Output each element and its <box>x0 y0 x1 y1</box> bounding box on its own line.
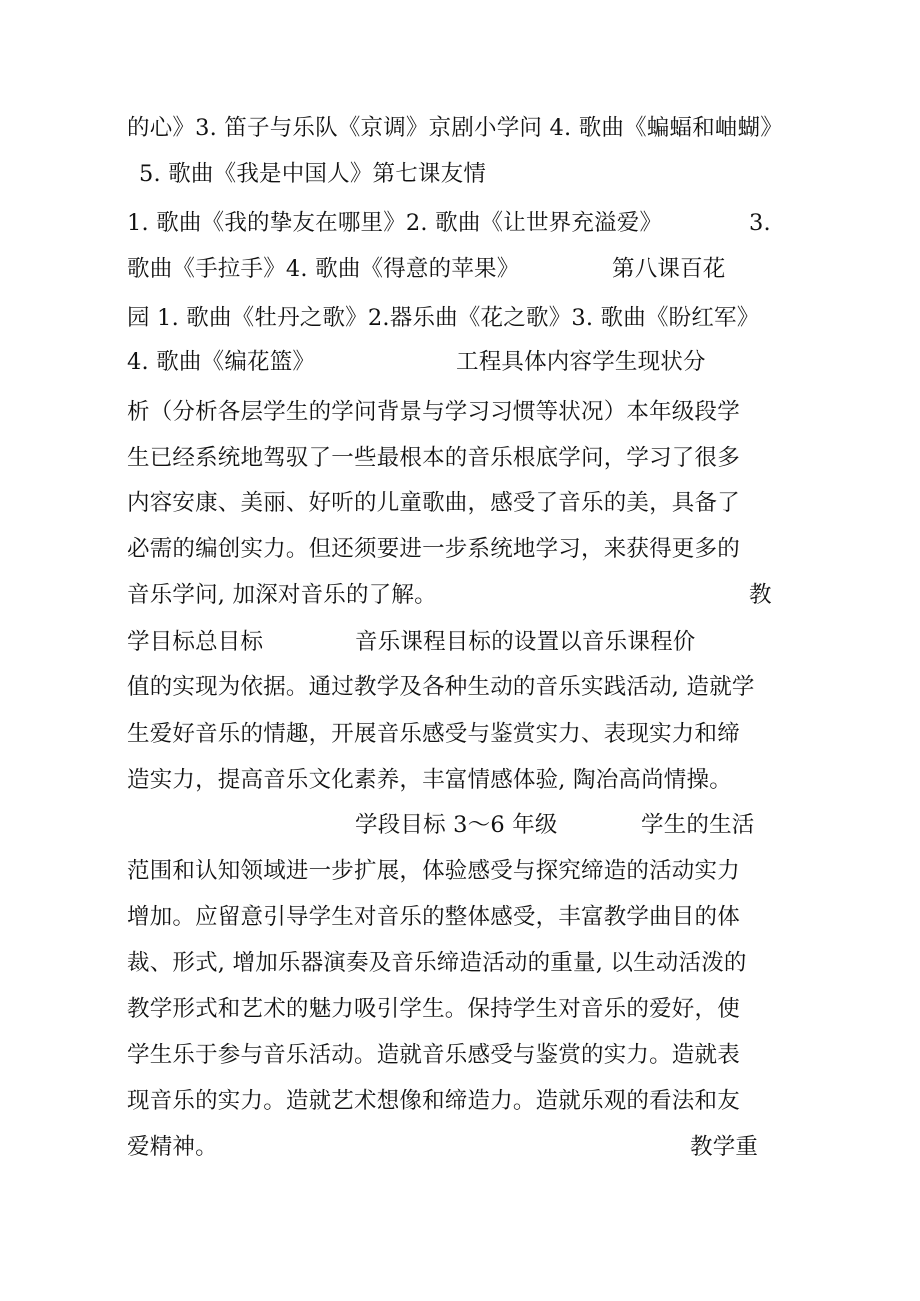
text-line: 爱精神。 <box>127 1134 218 1160</box>
text-line: 裁、形式, 增加乐器演奏及音乐缔造活动的重量, 以生动活泼的 <box>127 950 747 976</box>
text-line: 增加。应留意引导学生对音乐的整体感受，丰富教学曲目的体 <box>127 904 740 930</box>
text-line: 生爱好音乐的情趣，开展音乐感受与鉴赏实力、表现实力和缔 <box>127 721 740 747</box>
text-line: 3. <box>749 210 771 236</box>
text-line: 音乐学问, 加深对音乐的了解。 <box>127 582 437 608</box>
text-line: 范围和认知领域进一步扩展，体验感受与探究缔造的活动实力 <box>127 858 740 884</box>
text-line: 必需的编创实力。但还须要进一步系统地学习，来获得更多的 <box>127 536 740 562</box>
text-line: 1. 歌曲《我的挚友在哪里》2. 歌曲《让世界充溢爱》 <box>127 210 663 236</box>
text-line: 析（分析各层学生的学问背景与学习习惯等状况）本年级段学 <box>127 399 740 425</box>
text-line: 教 <box>749 582 772 608</box>
text-line: 音乐课程目标的设置以音乐课程价 <box>355 629 696 655</box>
text-line: 的心》3. 笛子与乐队《京调》京剧小学问 4. 歌曲《蝙蝠和岫蝴》 <box>127 115 783 141</box>
text-line: 生已经系统地驾驭了一些最根本的音乐根底学问，学习了很多 <box>127 445 740 471</box>
text-line: 值的实现为依据。通过教学及各种生动的音乐实践活动, 造就学 <box>127 674 755 700</box>
text-line: 4. 歌曲《编花篮》 <box>127 349 316 375</box>
text-line: 园 1. 歌曲《牡丹之歌》2.器乐曲《花之歌》3. 歌曲《盼红军》 <box>127 305 760 331</box>
text-line: 5. 歌曲《我是中国人》第七课友情 <box>139 161 487 187</box>
text-line: 学生乐于参与音乐活动。造就音乐感受与鉴赏的实力。造就表 <box>127 1042 740 1068</box>
text-line: 第八课百花 <box>612 256 726 282</box>
text-line: 教学重 <box>690 1134 759 1160</box>
text-line: 造实力，提高音乐文化素养，丰富情感体验, 陶冶高尚情操。 <box>127 767 732 793</box>
text-line: 教学形式和艺术的魅力吸引学生。保持学生对音乐的爱好，使 <box>127 996 740 1022</box>
text-line: 学目标总目标 <box>127 629 264 655</box>
text-line: 现音乐的实力。造就艺术想像和缔造力。造就乐观的看法和友 <box>127 1088 740 1114</box>
text-line: 歌曲《手拉手》4. 歌曲《得意的苹果》 <box>127 256 520 282</box>
text-line: 工程具体内容学生现状分 <box>456 349 706 375</box>
text-line: 学生的生活 <box>641 812 755 838</box>
text-line: 学段目标 3～6 年级 <box>355 812 558 838</box>
text-line: 内容安康、美丽、好听的儿童歌曲，感受了音乐的美，具备了 <box>127 490 740 516</box>
